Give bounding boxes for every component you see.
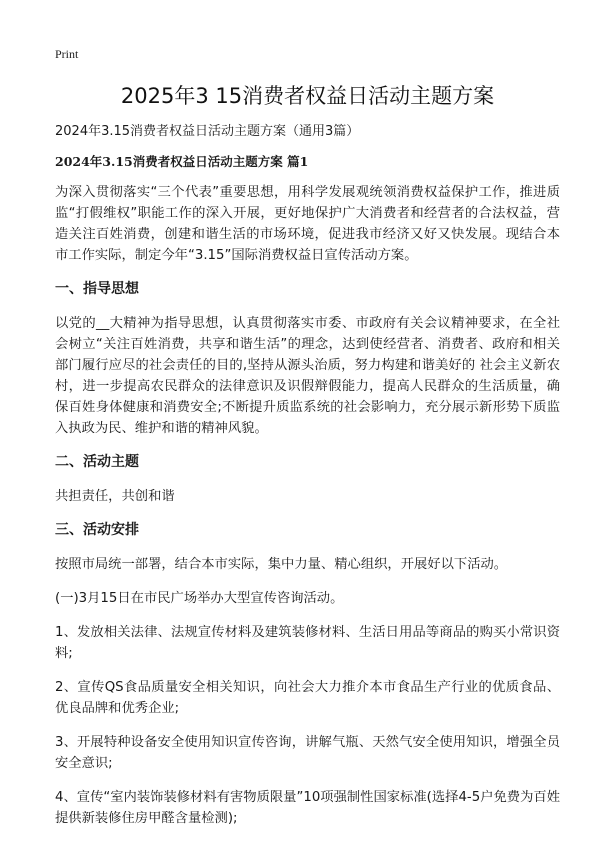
guiding-ideology-paragraph: 以党的__大精神为指导思想，认真贯彻落实市委、市政府有关会议精神要求，在全社会树立“关注百姓消费，共享和谐生活”的理念，达到使经营者、消费者、政府和相关部门履行应尽的社会责任的目的,坚持从源头治质，努力构建和谐美好的 社会主义新农村，进一步提高农民群众的法律意识及识假辩假能力，提高人民群众的生活质量，确保百姓身体健康和消费安全;不断提升质监系统的社会影响力，充分展示新形势下质监入执政为民、维护和谐的精神风貌。 — [55, 316, 560, 436]
list-item-2: 2、宣传QS食品质量安全相关知识，向社会大力推介本市食品生产行业的优质食品、优良品牌和优秀企业; — [55, 680, 560, 716]
list-item-3: 3、开展特种设备安全使用知识宣传咨询，讲解气瓶、天然气安全使用知识，增强全员安全意识; — [55, 735, 560, 771]
heading-activity-arrangement: 三、活动安排 — [55, 522, 139, 538]
section-heading: 2024年3.15消费者权益日活动主题方案 篇1 — [55, 154, 309, 169]
activity-theme-paragraph: 共担责任，共创和谐 — [55, 489, 175, 504]
heading-guiding-ideology: 一、指导思想 — [55, 281, 139, 297]
list-item-1: 1、发放相关法律、法规宣传材料及建筑装修材料、生活日用品等商品的购买小常识资料; — [55, 625, 560, 661]
document-body — [55, 182, 560, 842]
arrangement-intro-paragraph: 按照市局统一部署，结合本市实际，集中力量、精心组织，开展好以下活动。 — [55, 557, 508, 572]
arrangement-item-1: (一)3月15日在市民广场举办大型宣传咨询活动。 — [55, 591, 344, 606]
print-link[interactable]: Print — [55, 47, 79, 61]
heading-activity-theme: 二、活动主题 — [55, 454, 139, 470]
page-title: 2025年3 15消费者权益日活动主题方案 — [120, 84, 495, 108]
intro-paragraph: 为深入贯彻落实“三个代表”重要思想，用科学发展观统领消费权益保护工作，推进质监“打假维权”职能工作的深入开展，更好地保护广大消费者和经营者的合法权益，营造关注百姓消费，创建和谐生活的市场环境，促进我市经济又好又快发展。现结合本市工作实际，制定今年“3.15”国际消费权益日宣传活动方案。 — [55, 185, 560, 263]
list-item-4: 4、宣传“室内装饰装修材料有害物质限量”10项强制性国家标准(选择4-5户免费为百姓提供新装修住房甲醛含量检测); — [55, 790, 560, 826]
document-subtitle: 2024年3.15消费者权益日活动主题方案（通用3篇） — [55, 124, 360, 139]
